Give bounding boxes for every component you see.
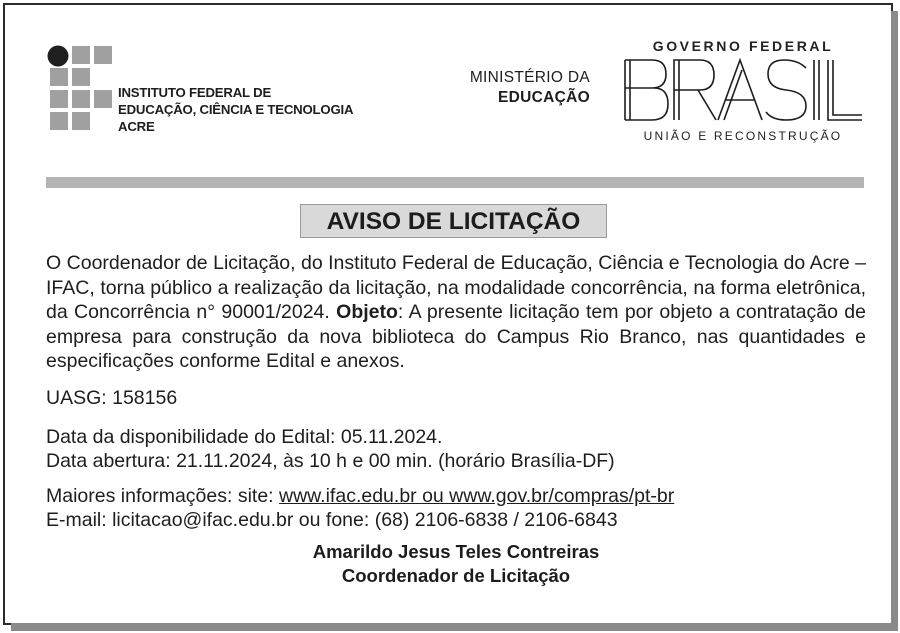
- ministry-line2: EDUCAÇÃO: [498, 89, 590, 106]
- frame-shadow-right: [891, 11, 898, 631]
- notice-content: [46, 251, 866, 533]
- institute-line3: ACRE: [118, 119, 155, 134]
- signature-name: Amarildo Jesus Teles Contreiras: [312, 541, 600, 562]
- body-bold-objeto: Objeto: [336, 301, 398, 324]
- info-line: [46, 484, 866, 509]
- institute-line1: INSTITUTO FEDERAL DE: [118, 85, 272, 100]
- info-label: Maiores informações: site:: [46, 484, 280, 507]
- notice-title: AVISO DE LICITAÇÃO: [300, 204, 607, 238]
- institute-name: [118, 84, 353, 135]
- gov-top-label: GOVERNO FEDERAL: [652, 38, 834, 54]
- date-opening: Data abertura: 21.11.2024, às 10 h e 00 min. (horário Brasília-DF): [46, 450, 615, 473]
- uasg-line: UASG: 158156: [46, 386, 178, 409]
- ministry-name: [440, 68, 590, 108]
- body-part1: O Coordenador de Licitação, do Instituto Federal de Educação, Ciência e Tecnologia do Acre – IFAC, torna público a realização da licitação, na modalidade concorrência, na forma eletrônica, da Concorrência n° 90001/2024.: [46, 252, 866, 324]
- gov-slogan: UNIÃO E RECONSTRUÇÃO: [643, 129, 843, 143]
- body-part2: : A presente licitação tem por objeto a contratação de empresa para construção da nova biblioteca do Campus Rio Branco, nas quantidades e especificações conforme Edital e anexos.: [46, 301, 866, 373]
- notice-body: [46, 251, 866, 374]
- email-line: E-mail: licitacao@ifac.edu.br ou fone: (68) 2106-6838 / 2106-6843: [46, 509, 618, 532]
- frame-shadow-bottom: [11, 623, 898, 631]
- institute-line2: EDUCAÇÃO, CIÊNCIA E TECNOLOGIA: [118, 102, 354, 117]
- brasil-wordmark-logo: [622, 58, 864, 122]
- signature-block: [46, 540, 866, 588]
- info-links[interactable]: www.ifac.edu.br ou www.gov.br/compras/pt-br: [279, 484, 675, 507]
- header-divider: [46, 177, 864, 188]
- signature-role: Coordenador de Licitação: [341, 565, 571, 586]
- ifac-logo: [47, 45, 119, 135]
- ministry-line1: MINISTÉRIO DA: [469, 69, 590, 86]
- date-edital: Data da disponibilidade do Edital: 05.11.2024.: [46, 425, 443, 448]
